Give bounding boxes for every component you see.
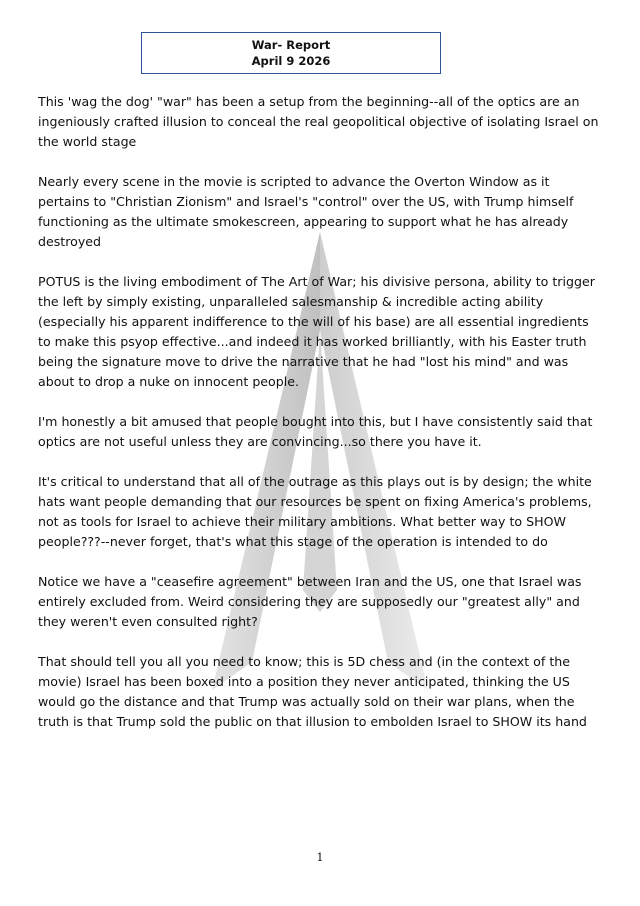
paragraph-6: Notice we have a "ceasefire agreement" between Iran and the US, one that Israel was entirely excluded from. Weird considering they are supposedly our "greatest ally" and they weren't even consulted right? (38, 574, 582, 629)
paragraph-3: POTUS is the living embodiment of The Art of War; his divisive persona, ability to trigger the left by simply existing, unparalleled salesmanship & incredible acting ability (especially his apparent indifference to the will of his base) are all essential ingredients to make this psyop effective...and indeed it has worked brilliantly, with his Easter truth being the signature move to drive the narrative that he had "lost his mind" and was about to drop a nuke on innocent people. (38, 274, 595, 389)
paragraph-5: It's critical to understand that all of the outrage as this plays out is by design; the white hats want people demanding that our resources be spent on fixing America's problems, not as tools for Israel to achieve their military ambitions. What better way to SHOW people???--never forget, that's what this stage of the operation is intended to do (38, 474, 592, 549)
report-body (38, 92, 604, 752)
report-title: War- Report (251, 38, 331, 52)
paragraph-2: Nearly every scene in the movie is scripted to advance the Overton Window as it pertains to "Christian Zionism" and Israel's "control" over the US, with Trump himself functioning as the ultimate smokescreen, appearing to support what he has already destroyed (38, 174, 574, 249)
paragraph-1: This 'wag the dog' "war" has been a setup from the beginning--all of the optics are an ingeniously crafted illusion to conceal the real geopolitical objective of isolating Israel on the world stage (38, 94, 599, 149)
paragraph-7: That should tell you all you need to know; this is 5D chess and (in the context of the movie) Israel has been boxed into a position they never anticipated, thinking the US would go the distance and that Trump was actually sold on their war plans, when the truth is that Trump sold the public on that illusion to embolden Israel to SHOW its hand (38, 654, 587, 729)
paragraph-4: I'm honestly a bit amused that people bought into this, but I have consistently said that optics are not useful unless they are convincing...so there you have it. (38, 414, 593, 449)
report-title-box (141, 32, 441, 74)
report-date: April 9 2026 (251, 54, 331, 68)
page-number: 1 (316, 851, 324, 864)
